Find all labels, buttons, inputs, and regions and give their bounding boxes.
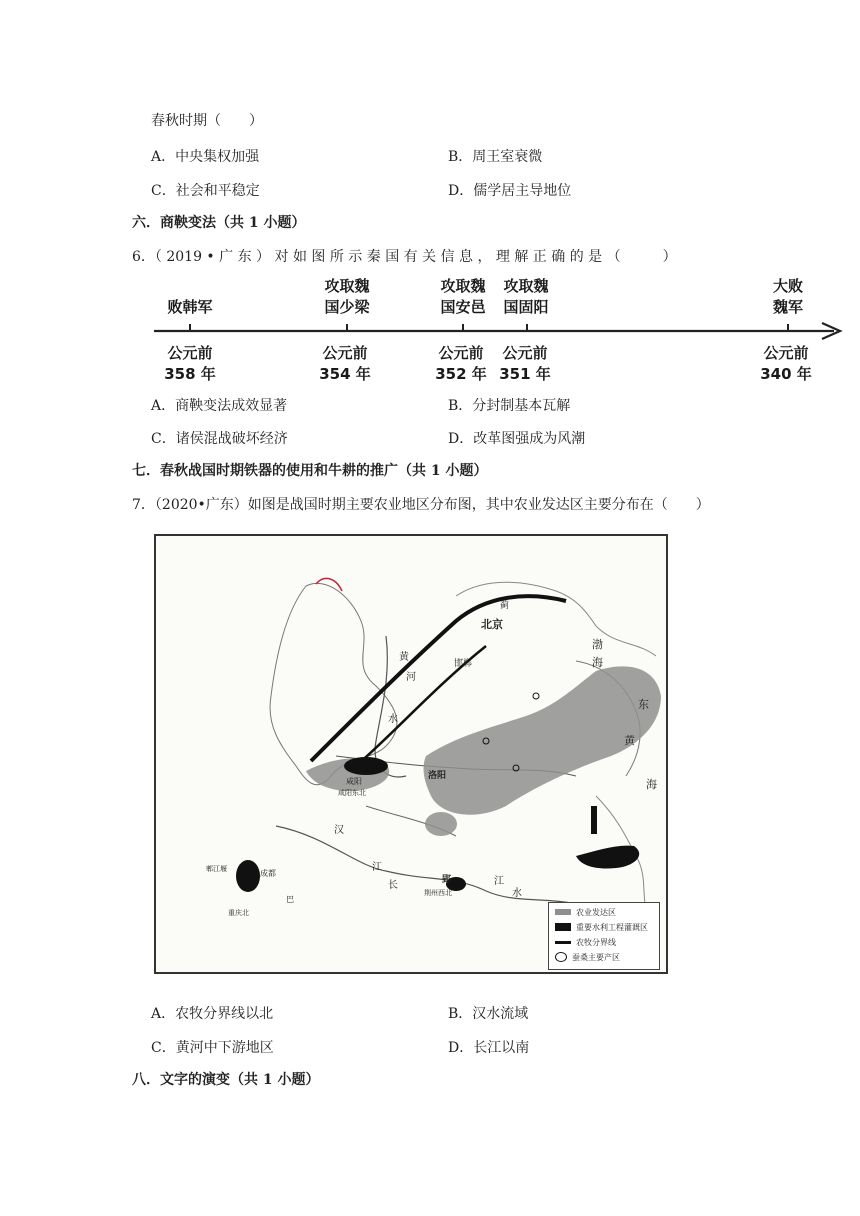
timeline-event-4-label: 攻取魏 国固阳 <box>503 277 549 316</box>
map-label-chengdu: 成都 <box>260 869 276 878</box>
map-label-chang: 长 <box>388 880 398 891</box>
map-legend <box>548 902 660 970</box>
q7-option-d[interactable]: D．长江以南 <box>448 1040 530 1056</box>
question-7-stem: 7．（2020•广东）如图是战国时期主要农业地区分布图，其中农业发达区主要分布在（ ） <box>132 497 710 513</box>
map-label-jingzhou: 荆州西北 <box>424 889 452 897</box>
q6-option-a[interactable]: A．商鞅变法成效显著 <box>151 398 288 414</box>
map-label-jiang2: 江 <box>494 876 504 887</box>
timeline-event-5-label: 大败 魏军 <box>772 277 803 316</box>
map-label-shui2: 水 <box>512 888 522 899</box>
timeline-event-1-label: 败韩军 <box>167 298 213 316</box>
timeline-event-3-label: 攻取魏 国安邑 <box>440 277 486 316</box>
map-label-beijing: 北京 <box>481 618 503 631</box>
section-8-title: 八．文字的演变（共 1 小题） <box>132 1072 320 1088</box>
timeline-event-1-year: 公元前 358 年 <box>164 344 216 383</box>
map-label-huang-sea: 黄 <box>624 734 635 747</box>
timeline-event-2-label: 攻取魏 国少梁 <box>324 277 370 316</box>
map-label-xianyang: 咸阳 <box>346 777 362 786</box>
map-label-pijiang: 郫江堰 <box>206 865 227 873</box>
section-6-title: 六．商鞅变法（共 1 小题） <box>132 215 306 231</box>
timeline-event-2-year: 公元前 354 年 <box>319 344 371 383</box>
q5-option-a[interactable]: A．中央集权加强 <box>151 149 260 165</box>
map-label-ba: 巴 <box>286 895 294 904</box>
legend-row-boundary: 农牧分界线 <box>555 936 616 948</box>
map-label-han: 汉 <box>334 825 344 836</box>
map-label-handan: 邯郸 <box>454 659 473 669</box>
map-label-bo: 渤 <box>592 638 603 651</box>
timeline-event-4-year: 公元前 351 年 <box>499 344 551 383</box>
warring-states-agriculture-map <box>154 534 668 974</box>
q7-option-b[interactable]: B．汉水流域 <box>448 1006 529 1022</box>
q6-option-b[interactable]: B．分封制基本瓦解 <box>448 398 571 414</box>
map-label-sea: 海 <box>646 778 657 791</box>
q5-option-b[interactable]: B．周王室衰微 <box>448 149 543 165</box>
map-label-ji: 蓟 <box>500 601 510 611</box>
q7-option-a[interactable]: A．农牧分界线以北 <box>151 1006 274 1022</box>
map-label-hai: 海 <box>592 656 603 669</box>
q5-option-c[interactable]: C．社会和平稳定 <box>151 183 260 199</box>
map-label-ying: 郢 <box>442 875 452 885</box>
q6-option-c[interactable]: C．诸侯混战破坏经济 <box>151 431 288 447</box>
question-6-stem: 6．（ 2019 • 广 东 ） 对 如 图 所 示 秦 国 有 关 信 息 ， 理 解 正 确 的 是 （ ） <box>132 249 677 265</box>
legend-row-irrigation: 重要水利工程灌溉区 <box>555 921 648 933</box>
map-label-shui: 水 <box>388 714 398 725</box>
map-label-he: 河 <box>406 672 416 683</box>
map-label-jiang: 江 <box>372 862 382 873</box>
legend-row-agriculture: 农业发达区 <box>555 906 616 918</box>
map-label-huang: 黄 <box>399 652 409 663</box>
legend-row-sericulture: 蚕桑主要产区 <box>555 951 620 963</box>
map-label-luoyang: 洛阳 <box>428 771 447 781</box>
timeline-event-3-year: 公元前 352 年 <box>435 344 487 383</box>
question-5-stem-tail: 春秋时期（ ） <box>151 113 263 129</box>
q5-option-d[interactable]: D．儒学居主导地位 <box>448 183 572 199</box>
q7-option-c[interactable]: C．黄河中下游地区 <box>151 1040 274 1056</box>
map-label-dong: 东 <box>638 698 649 711</box>
q6-option-d[interactable]: D．改革图强成为风潮 <box>448 431 586 447</box>
section-7-title: 七．春秋战国时期铁器的使用和牛耕的推广（共 1 小题） <box>132 463 488 479</box>
map-label-xianyang-note: 咸阳东北 <box>338 789 366 797</box>
timeline-event-5-year: 公元前 340 年 <box>760 344 812 383</box>
map-label-chongqing: 重庆北 <box>228 909 249 917</box>
timeline-axis <box>150 320 850 344</box>
